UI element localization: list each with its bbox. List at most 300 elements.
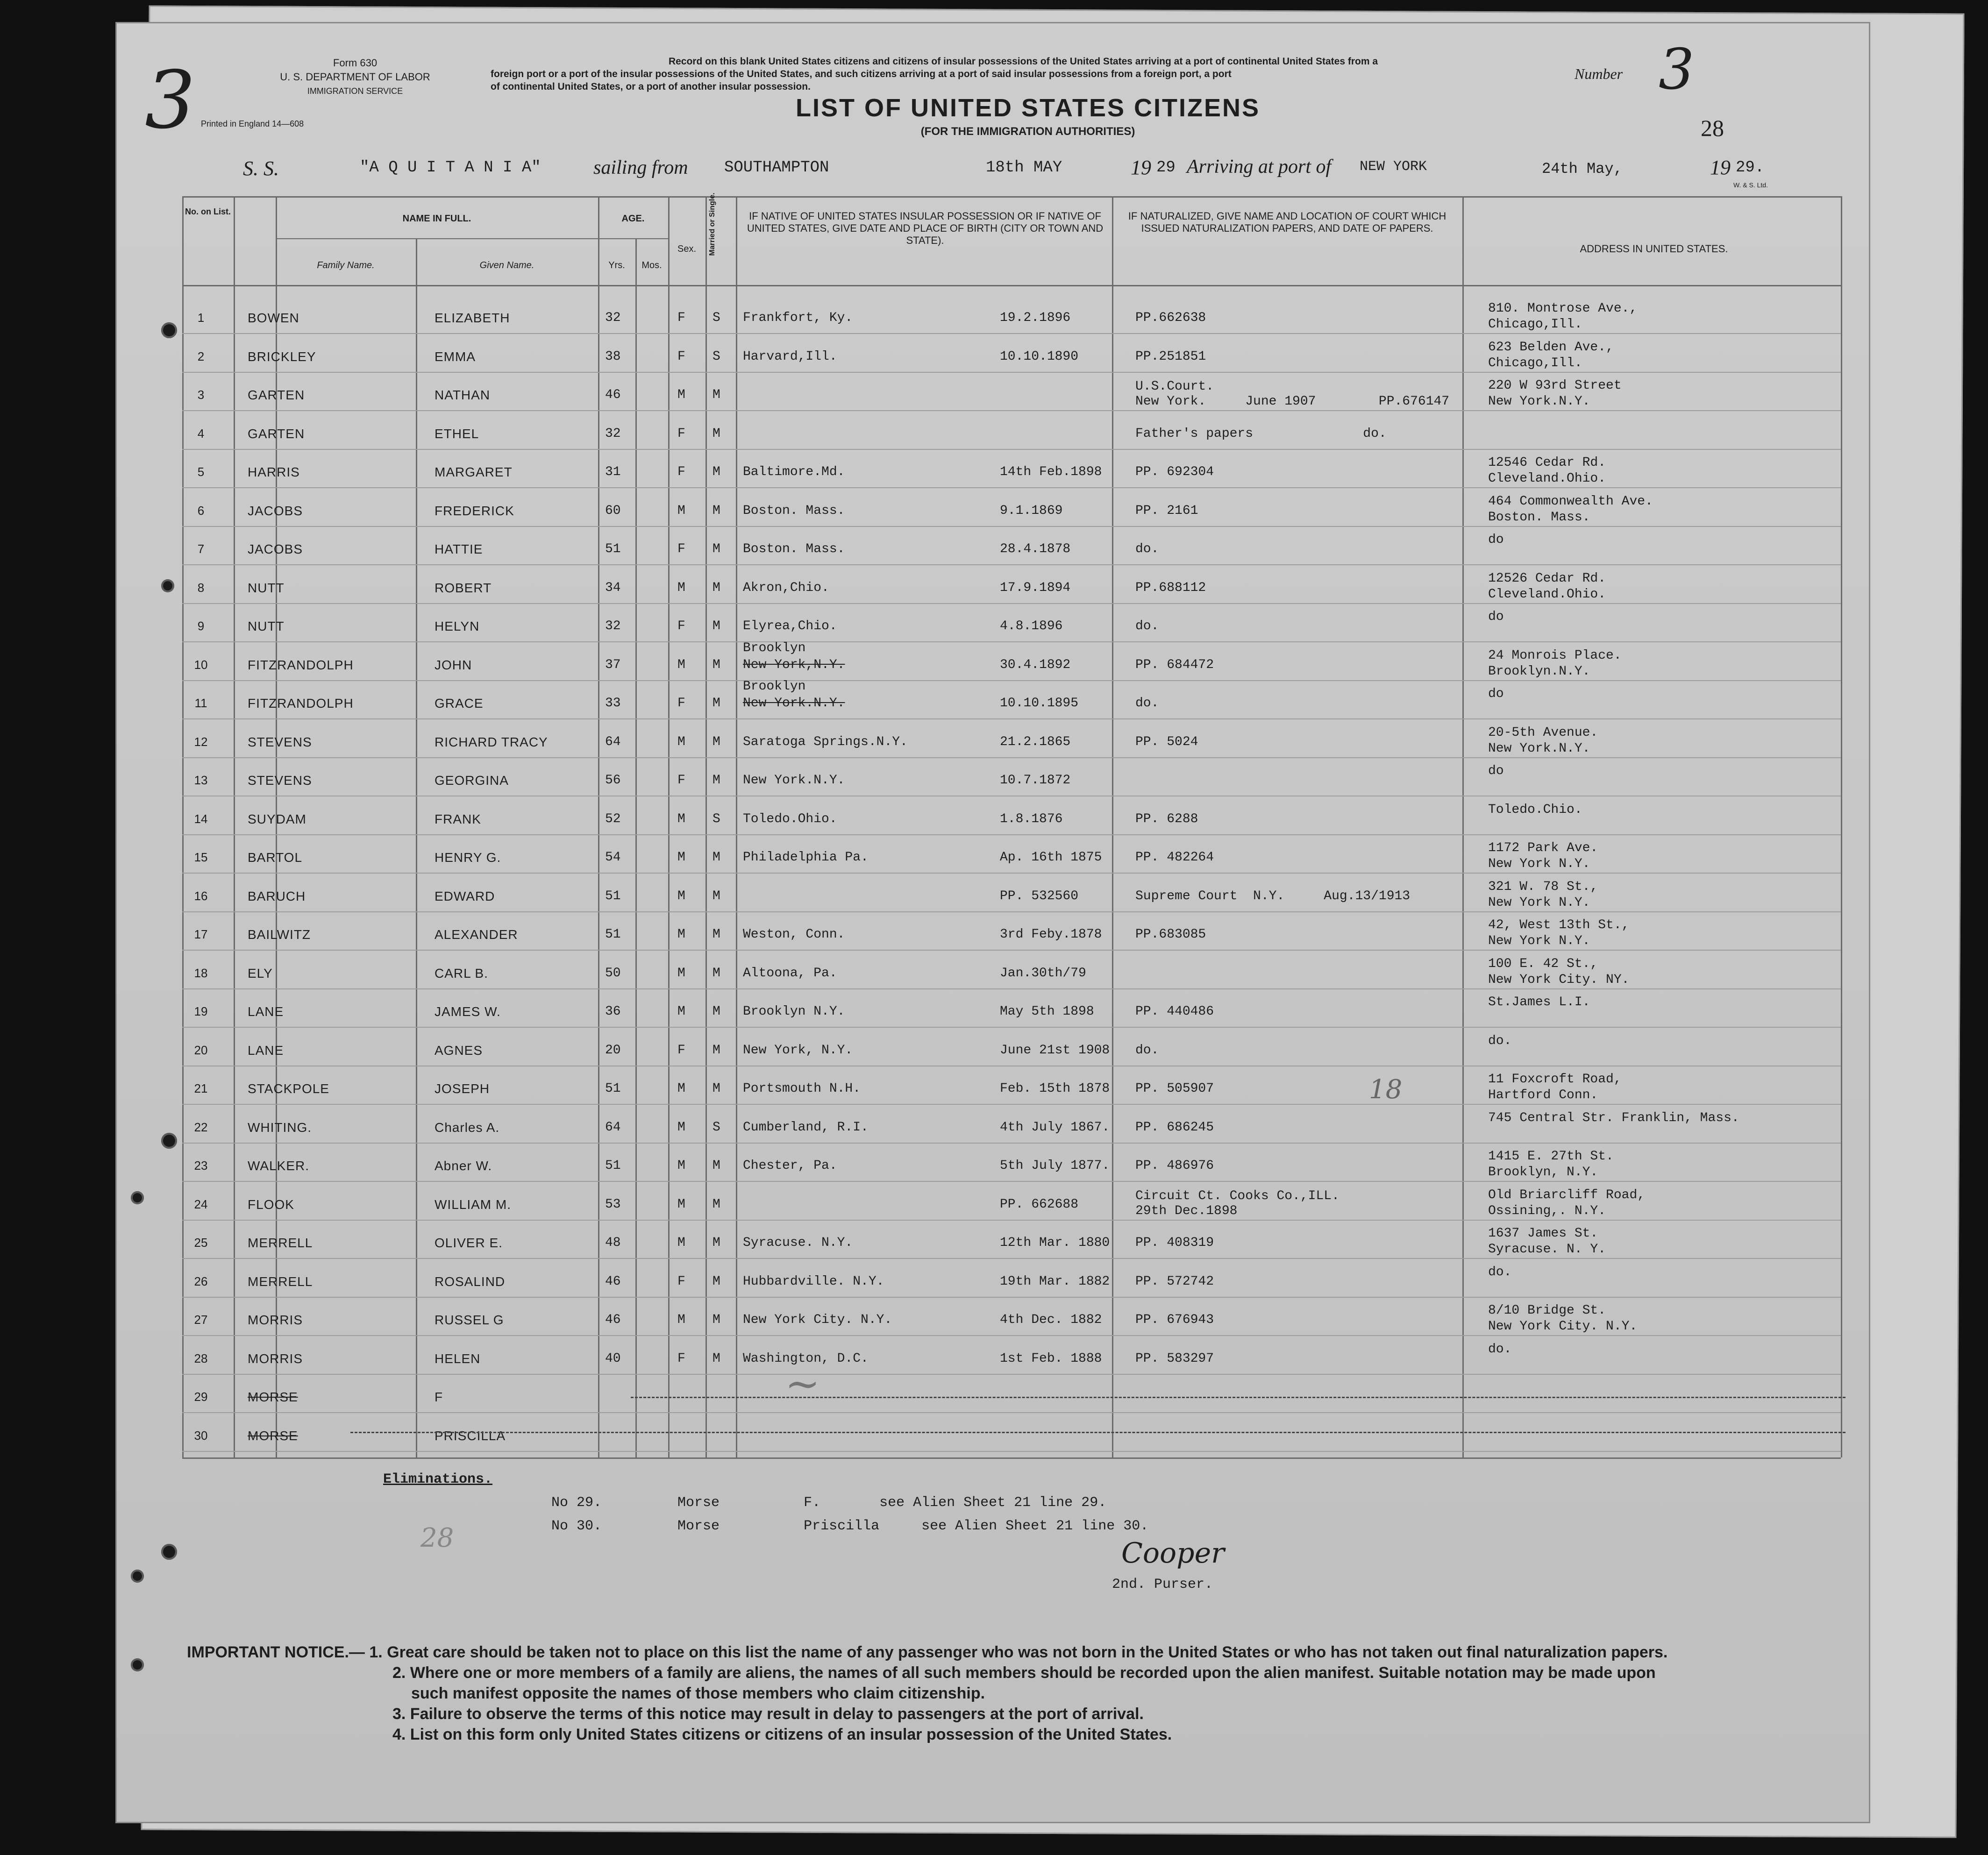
row-number: 30 [194, 1428, 208, 1443]
age-years: 36 [605, 1004, 621, 1019]
marital-status: M [713, 1158, 720, 1173]
row-number: 28 [194, 1351, 208, 1365]
family-name: WALKER. [248, 1158, 309, 1173]
given-name: NATHAN [435, 388, 491, 402]
family-name: JACOBS [248, 542, 303, 556]
header-address: ADDRESS IN UNITED STATES. [1580, 243, 1728, 255]
birth-place: Frankfort, Ky. [743, 311, 853, 325]
row-rule [182, 603, 1841, 604]
row-number: 4 [197, 426, 205, 441]
age-years: 20 [605, 1043, 621, 1058]
naturalization: Father's papers do. [1135, 426, 1387, 441]
address-line: Brooklyn.N.Y. [1488, 664, 1590, 679]
marital-status: M [713, 1236, 720, 1250]
naturalization: do. [1135, 1043, 1159, 1058]
birth-date: 4th Dec. 1882 [1000, 1313, 1102, 1327]
age-years: 51 [605, 1158, 621, 1173]
naturalization: PP. 684472 [1135, 657, 1214, 672]
row-number: 2 [197, 349, 205, 363]
row-rule [182, 988, 1841, 989]
marital-status: M [713, 503, 720, 518]
given-name: GRACE [435, 696, 484, 711]
age-years: 46 [605, 1274, 621, 1289]
manifest-sheet [117, 23, 1869, 1822]
row-rule [182, 1027, 1841, 1028]
birth-place: Philadelphia Pa. [743, 850, 869, 865]
row-rule [182, 372, 1841, 373]
address-line: 24 Monrois Place. [1488, 648, 1622, 663]
birth-place: Portsmouth N.H. [743, 1081, 861, 1096]
sex: M [677, 1313, 685, 1327]
given-name: EMMA [435, 349, 476, 364]
elimination-line: No 30. Morse Priscilla see Alien Sheet 21 line 30. [551, 1518, 1149, 1534]
row-rule [182, 718, 1841, 719]
row-number: 9 [197, 619, 205, 633]
given-name: ROBERT [435, 580, 492, 595]
row-rule [182, 410, 1841, 411]
given-name: Charles A. [435, 1120, 500, 1135]
sex: M [677, 966, 685, 981]
notice-item: 2. Where one or more members of a family are aliens, the names of all such members should be recorded upon the alien manifest. Suitable notation may be made upon [392, 1664, 1656, 1682]
address-line: New York.N.Y. [1488, 741, 1590, 756]
birth-date: 4th July 1867. [1000, 1120, 1110, 1135]
row-number: 14 [194, 811, 208, 826]
page-subtitle: (FOR THE IMMIGRATION AUTHORITIES) [920, 125, 1135, 138]
row-number: 10 [194, 657, 208, 672]
address-line: 220 W 93rd Street [1488, 378, 1622, 393]
header-mos: Mos. [641, 260, 662, 270]
sex: F [677, 1274, 685, 1289]
form-number: Form 630 [333, 57, 378, 69]
form-info [248, 56, 463, 98]
marital-status: S [713, 811, 720, 826]
col-line [276, 196, 277, 1457]
family-name: NUTT [248, 619, 285, 633]
family-name: FITZRANDOLPH [248, 657, 354, 672]
address-line: 100 E. 42 St., [1488, 956, 1598, 971]
birth-place: Harvard,Ill. [743, 349, 837, 364]
naturalization: do. [1135, 696, 1159, 711]
birth-date: 19.2.1896 [1000, 311, 1071, 325]
sex: F [677, 619, 685, 633]
sex: M [677, 1158, 685, 1173]
row-rule [182, 526, 1841, 527]
family-name: MORSE [248, 1428, 298, 1443]
subheader-line [276, 238, 668, 239]
notice-item: 3. Failure to observe the terms of this notice may result in delay to passengers at the port of arrival. [392, 1705, 1144, 1723]
row-rule [182, 333, 1841, 334]
sex: M [677, 657, 685, 672]
col-line [1841, 196, 1842, 1457]
age-years: 64 [605, 1120, 621, 1135]
elimination-line: No 29. Morse F. see Alien Sheet 21 line 29. [551, 1495, 1107, 1511]
pencil-mark: 28 [420, 1523, 454, 1553]
marital-status: M [713, 1004, 720, 1019]
naturalization: PP. 572742 [1135, 1274, 1214, 1289]
birth-place: Elyrea,Chio. [743, 619, 837, 633]
given-name: ETHEL [435, 426, 479, 441]
row-number: 8 [197, 580, 205, 595]
row-rule [182, 1220, 1841, 1221]
header-yrs: Yrs. [608, 260, 625, 270]
family-name: STACKPOLE [248, 1081, 329, 1096]
family-name: NUTT [248, 580, 285, 595]
given-name: JOSEPH [435, 1081, 490, 1096]
given-name: ELIZABETH [435, 311, 510, 325]
place-correction: Brooklyn [743, 640, 806, 655]
address-line: 1172 Park Ave. [1488, 841, 1598, 855]
binder-hole [161, 1133, 177, 1149]
marital-status: M [713, 542, 720, 556]
notice-item: such manifest opposite the names of those members who claim citizenship. [411, 1684, 985, 1702]
row-rule [182, 1258, 1841, 1259]
family-name: BARUCH [248, 888, 306, 903]
row-number: 7 [197, 542, 205, 556]
marital-status: S [713, 1120, 720, 1135]
row-number: 29 [194, 1390, 208, 1404]
birth-place: Syracuse. N.Y. [743, 1236, 853, 1250]
ship-name: "A Q U I T A N I A" [360, 159, 541, 177]
address-line: Syracuse. N. Y. [1488, 1242, 1606, 1257]
address-line: Hartford Conn. [1488, 1088, 1598, 1102]
birth-place: New York.N.Y. [743, 773, 845, 788]
birth-place: Toledo.Ohio. [743, 811, 837, 826]
sex: M [677, 888, 685, 903]
sex: F [677, 542, 685, 556]
birth-date: PP. 532560 [1000, 888, 1079, 903]
address-line: 8/10 Bridge St. [1488, 1303, 1606, 1318]
birth-date: 14th Feb.1898 [1000, 465, 1102, 479]
row-rule [182, 911, 1841, 912]
marital-status: M [713, 1081, 720, 1096]
number-label: Number [1575, 65, 1623, 82]
family-name: ELY [248, 966, 273, 981]
col-line [598, 196, 599, 1457]
address-line: Cleveland.Ohio. [1488, 587, 1606, 602]
instruction-line: foreign port or a port of the insular possessions of the United States, and such citizens arriving at a port of said insular possessions from a foreign port, a port [491, 69, 1232, 79]
naturalization: PP. 482264 [1135, 850, 1214, 865]
row-number: 1 [197, 311, 205, 325]
sailing-label: sailing from [593, 157, 688, 178]
sex: M [677, 734, 685, 749]
address-line: Toledo.Chio. [1488, 802, 1582, 817]
pencil-mark: 18 [1369, 1074, 1403, 1105]
age-years: 51 [605, 927, 621, 942]
header-married: Married or Single. [708, 192, 716, 256]
age-years: 32 [605, 426, 621, 441]
family-name: MORRIS [248, 1351, 303, 1366]
birth-place: New York City. N.Y. [743, 1313, 892, 1327]
printer-mark: W. & S. Ltd. [1733, 181, 1768, 189]
naturalization: PP. 583297 [1135, 1351, 1214, 1366]
page-title: LIST OF UNITED STATES CITIZENS [796, 94, 1260, 122]
sex: F [677, 696, 685, 711]
header-no: No. on List. [185, 207, 231, 216]
year-prefix: 19 [1131, 156, 1151, 179]
row-rule [182, 449, 1841, 450]
family-name: GARTEN [248, 426, 305, 441]
birth-place: Baltimore.Md. [743, 465, 845, 479]
naturalization: PP. 2161 [1135, 503, 1198, 518]
row-rule [182, 1181, 1841, 1182]
family-name: LANE [248, 1043, 284, 1058]
address-line: do. [1488, 1033, 1512, 1048]
year-sailed: 29 [1156, 159, 1176, 177]
family-name: BRICKLEY [248, 349, 316, 364]
sex: F [677, 1043, 685, 1058]
marital-status: M [713, 927, 720, 942]
header-bottom-border [182, 285, 1841, 286]
address-line: 623 Belden Ave., [1488, 340, 1614, 355]
marital-status: S [713, 311, 720, 325]
given-name: ALEXANDER [435, 927, 518, 942]
birth-place: Cumberland, R.I. [743, 1120, 869, 1135]
age-years: 32 [605, 311, 621, 325]
marital-status: M [713, 1313, 720, 1327]
row-number: 24 [194, 1197, 208, 1211]
year-arrived: 29. [1736, 159, 1765, 177]
address-line: 42, West 13th St., [1488, 918, 1630, 932]
naturalization: PP. 486976 [1135, 1158, 1214, 1173]
port-from: SOUTHAMPTON [724, 159, 829, 177]
instruction-line: Record on this blank United States citizens and citizens of insular possessions of the United States arriving at a port of continental United States from a [668, 56, 1378, 67]
department: U. S. DEPARTMENT OF LABOR [280, 71, 430, 83]
age-years: 46 [605, 388, 621, 402]
sex: M [677, 1120, 685, 1135]
arriving-label: Arriving at port of [1187, 156, 1332, 178]
table-top-border [182, 196, 1841, 198]
row-rule [182, 641, 1841, 642]
family-name: BAILWITZ [248, 927, 311, 942]
row-number: 18 [194, 966, 208, 980]
naturalization: PP. 6288 [1135, 811, 1198, 826]
row-number: 5 [197, 465, 205, 479]
row-number: 27 [194, 1313, 208, 1327]
address-line: do. [1488, 1342, 1512, 1357]
family-name: MORRIS [248, 1313, 303, 1327]
birth-place: New York.N.Y. [743, 696, 845, 711]
address-line: 12526 Cedar Rd. [1488, 571, 1606, 586]
header-age: AGE. [621, 213, 645, 224]
address-line: do [1488, 764, 1504, 778]
service: IMMIGRATION SERVICE [307, 86, 403, 96]
birth-place: New York,N.Y. [743, 657, 845, 672]
binder-hole [131, 1658, 144, 1671]
marital-status: M [713, 734, 720, 749]
birth-date: May 5th 1898 [1000, 1004, 1094, 1019]
purser-title: 2nd. Purser. [1112, 1577, 1213, 1592]
family-name: STEVENS [248, 734, 312, 749]
given-name: JAMES W. [435, 1004, 501, 1019]
binder-hole [161, 1544, 177, 1560]
row-rule [182, 680, 1841, 681]
birth-place: Hubbardville. N.Y. [743, 1274, 884, 1289]
important-notice [187, 1642, 1850, 1745]
row-rule [182, 1143, 1841, 1144]
birth-date: Jan.30th/79 [1000, 966, 1086, 981]
address-line: 745 Central Str. Franklin, Mass. [1488, 1110, 1739, 1125]
row-rule [182, 834, 1841, 835]
age-years: 54 [605, 850, 621, 865]
family-name: MERRELL [248, 1236, 313, 1250]
birth-date: June 21st 1908 [1000, 1043, 1110, 1058]
address-line: 1415 E. 27th St. [1488, 1149, 1614, 1164]
row-rule [182, 1297, 1841, 1298]
marital-status: M [713, 1351, 720, 1366]
given-name: HELYN [435, 619, 480, 633]
given-name: WILLIAM M. [435, 1197, 512, 1212]
printed-note: Printed in England 14—608 [201, 119, 304, 128]
marital-status: M [713, 1197, 720, 1212]
given-name: HELEN [435, 1351, 481, 1366]
family-name: FITZRANDOLPH [248, 696, 354, 711]
naturalization: PP. 408319 [1135, 1236, 1214, 1250]
given-name: FRANK [435, 811, 481, 826]
col-line [416, 238, 417, 1457]
corner-number: 3 [145, 54, 196, 147]
birth-date: 9.1.1869 [1000, 503, 1063, 518]
birth-date: Feb. 15th 1878 [1000, 1081, 1110, 1096]
address-line: Old Briarcliff Road, [1488, 1187, 1646, 1202]
birth-place: Boston. Mass. [743, 503, 845, 518]
notice-item: 4. List on this form only United States citizens or citizens of an insular possession of the United States. [392, 1726, 1172, 1743]
naturalization: Circuit Ct. Cooks Co.,ILL. [1135, 1188, 1340, 1203]
sex: M [677, 1004, 685, 1019]
instructions [491, 55, 1556, 93]
address-line: New York City. NY. [1488, 972, 1630, 987]
marital-status: M [713, 966, 720, 981]
col-line [1112, 196, 1113, 1457]
naturalization: do. [1135, 619, 1159, 633]
birth-date: 17.9.1894 [1000, 580, 1071, 595]
col-line [234, 196, 235, 1457]
binder-hole [131, 1570, 144, 1583]
address-line: 1637 James St. [1488, 1226, 1598, 1241]
given-name: FREDERICK [435, 503, 514, 518]
marital-status: M [713, 465, 720, 479]
header-native: IF NATIVE OF UNITED STATES INSULAR POSSESSION OR IF NATIVE OF UNITED STATES, GIVE DATE AND PLACE OF BIRTH (CITY OR TOWN AND STATE). [747, 210, 1104, 246]
birth-date: 10.7.1872 [1000, 773, 1071, 788]
family-name: SUYDAM [248, 811, 306, 826]
header-given: Given Name. [479, 260, 534, 270]
age-years: 33 [605, 696, 621, 711]
naturalization: PP. 676943 [1135, 1313, 1214, 1327]
age-years: 46 [605, 1313, 621, 1327]
address-line: 810. Montrose Ave., [1488, 301, 1638, 316]
marital-status: M [713, 388, 720, 402]
given-name: HENRY G. [435, 850, 501, 865]
sex: F [677, 465, 685, 479]
given-name: Abner W. [435, 1158, 492, 1173]
birth-date: PP. 662688 [1000, 1197, 1079, 1212]
instruction-line: of continental United States, or a port of another insular possession. [491, 81, 811, 92]
marital-status: M [713, 657, 720, 672]
address-line: New York N.Y. [1488, 895, 1590, 910]
address-line: Chicago,Ill. [1488, 317, 1582, 332]
address-line: Cleveland.Ohio. [1488, 471, 1606, 486]
birth-place: Akron,Chio. [743, 580, 829, 595]
address-line: New York.N.Y. [1488, 394, 1590, 409]
given-name: MARGARET [435, 465, 513, 479]
given-name: OLIVER E. [435, 1236, 503, 1250]
row-rule [182, 757, 1841, 758]
naturalization: PP. 5024 [1135, 734, 1198, 749]
naturalization: PP. 692304 [1135, 465, 1214, 479]
marital-status: M [713, 580, 720, 595]
age-years: 60 [605, 503, 621, 518]
family-name: MORSE [248, 1390, 298, 1404]
birth-date: 30.4.1892 [1000, 657, 1071, 672]
row-number: 13 [194, 773, 208, 787]
birth-place: Weston, Conn. [743, 927, 845, 942]
birth-date: 21.2.1865 [1000, 734, 1071, 749]
family-name: GARTEN [248, 388, 305, 402]
family-name: FLOOK [248, 1197, 294, 1212]
marital-status: M [713, 888, 720, 903]
birth-date: 12th Mar. 1880 [1000, 1236, 1110, 1250]
given-name: JOHN [435, 657, 472, 672]
address-line: 11 Foxcroft Road, [1488, 1072, 1622, 1087]
birth-date: 28.4.1878 [1000, 542, 1071, 556]
family-name: LANE [248, 1004, 284, 1019]
naturalization: PP. 505907 [1135, 1081, 1214, 1096]
given-name: CARL B. [435, 966, 488, 981]
row-number: 11 [194, 696, 207, 710]
sex: M [677, 811, 685, 826]
marital-status: M [713, 1043, 720, 1058]
col-line [668, 196, 670, 1457]
address-line: Brooklyn, N.Y. [1488, 1165, 1598, 1180]
naturalization: PP.683085 [1135, 927, 1206, 942]
row-number: 6 [197, 503, 205, 518]
age-years: 48 [605, 1236, 621, 1250]
naturalization-detail: 29th Dec.1898 [1135, 1203, 1238, 1218]
sex: F [677, 1351, 685, 1366]
handwritten-scrawl: ~ [785, 1359, 820, 1408]
age-years: 38 [605, 349, 621, 364]
address-line: 12546 Cedar Rd. [1488, 455, 1606, 470]
row-30-void-line [350, 1432, 1845, 1433]
table-bottom-border [182, 1457, 1841, 1459]
naturalization-detail: New York. June 1907 PP.676147 [1135, 394, 1450, 409]
given-name: HATTIE [435, 542, 483, 556]
notice-item: 1. Great care should be taken not to place on this list the name of any passenger who was not born in the United States or who has not taken out final naturalization papers. [369, 1643, 1668, 1661]
row-rule [182, 950, 1841, 951]
ss-label: S. S. [243, 157, 279, 180]
given-name: GEORGINA [435, 773, 509, 788]
row-number: 22 [194, 1120, 208, 1134]
address-line: New York N.Y. [1488, 934, 1590, 948]
birth-date: 3rd Feby.1878 [1000, 927, 1102, 942]
row-number: 20 [194, 1043, 208, 1057]
naturalization: PP.688112 [1135, 580, 1206, 595]
sex: F [677, 426, 685, 441]
row-rule [182, 1374, 1841, 1375]
family-name: MERRELL [248, 1274, 313, 1289]
age-years: 31 [605, 465, 621, 479]
sex: M [677, 503, 685, 518]
row-rule [182, 873, 1841, 874]
given-name: PRISCILLA [435, 1428, 506, 1443]
birth-place: Altoona, Pa. [743, 966, 837, 981]
eliminations-label: Eliminations. [383, 1471, 493, 1487]
address-line: Chicago,Ill. [1488, 355, 1582, 370]
birth-date: 1.8.1876 [1000, 811, 1063, 826]
header-naturalized: IF NATURALIZED, GIVE NAME AND LOCATION OF COURT WHICH ISSUED NATURALIZATION PAPERS, AND DATE OF PAPERS. [1128, 210, 1446, 234]
given-name: RUSSEL G [435, 1313, 504, 1327]
address-line: do. [1488, 1265, 1512, 1279]
date-arrived: 24th May, [1542, 160, 1623, 178]
